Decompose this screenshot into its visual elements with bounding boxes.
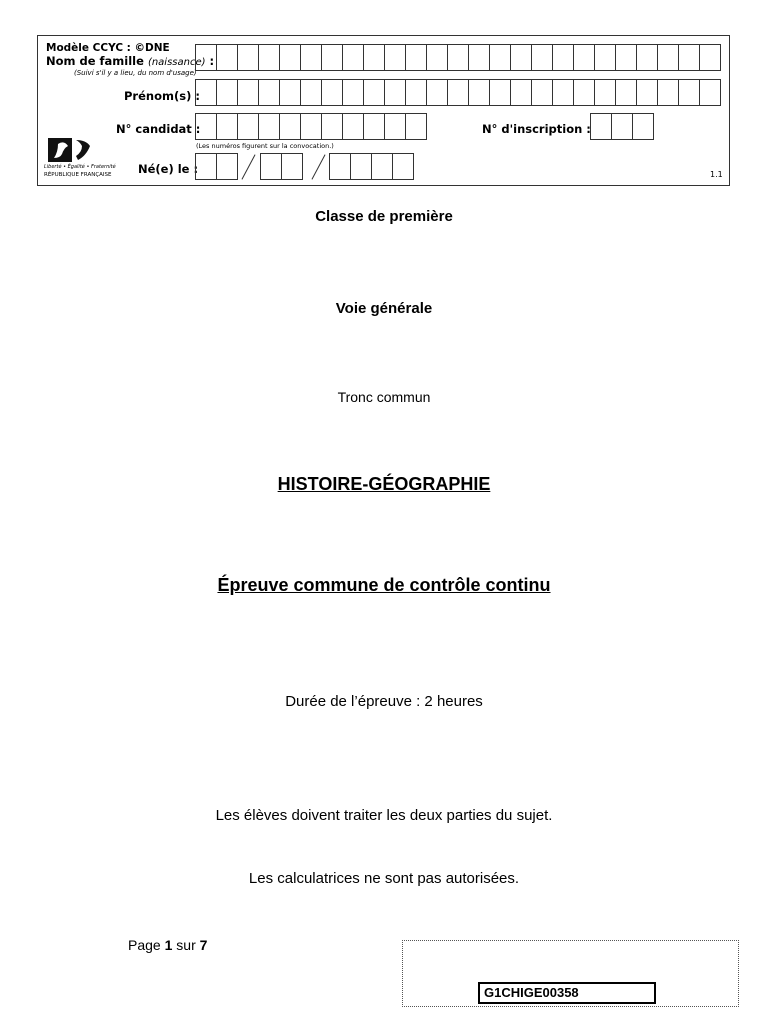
- nom-label: [46, 54, 214, 68]
- prenom-label: Prénom(s) :: [124, 89, 200, 103]
- birth-day-field[interactable]: [195, 153, 237, 180]
- candidate-header: [37, 35, 730, 186]
- page-total: 7: [199, 937, 208, 953]
- page-mid: sur: [172, 937, 200, 953]
- page-current: 1: [164, 937, 173, 953]
- page-indicator: [128, 937, 207, 953]
- birth-month-field[interactable]: [260, 153, 302, 180]
- subject-title: HISTOIRE-GÉOGRAPHIE: [277, 474, 491, 494]
- candidat-label: N° candidat :: [116, 122, 201, 136]
- logo-motto: Liberté • Égalité • Fraternité: [44, 164, 116, 170]
- exam-title: Épreuve commune de contrôle continu: [217, 575, 551, 595]
- date-separator: [311, 154, 325, 179]
- instruction-calculators: Les calculatrices ne sont pas autorisées.: [248, 870, 520, 887]
- duration-text: Durée de l’épreuve : 2 heures: [285, 693, 483, 710]
- logo-republic: RÉPUBLIQUE FRANÇAISE: [44, 172, 112, 178]
- nom-hint: (naissance): [147, 57, 206, 68]
- version-label: 1.1: [710, 170, 723, 179]
- ne-label: Né(e) le :: [138, 162, 199, 176]
- model-label: Modèle CCYC : ©DNE: [46, 42, 170, 54]
- tronc-label: Tronc commun: [337, 389, 431, 405]
- birth-year-field[interactable]: [329, 153, 413, 180]
- nom-colon: :: [205, 54, 215, 68]
- inscription-field[interactable]: [590, 113, 653, 140]
- marianne-logo: [44, 136, 124, 182]
- prenom-field[interactable]: [195, 79, 720, 106]
- classe-title: Classe de première: [315, 208, 453, 225]
- subject-code: G1CHIGE00358: [478, 982, 656, 1004]
- inscription-label: N° d'inscription :: [482, 122, 591, 136]
- nom-sub: (Suivi s'il y a lieu, du nom d'usage): [74, 69, 197, 77]
- nom-field[interactable]: [195, 44, 720, 71]
- nom-label-text: Nom de famille: [46, 54, 144, 68]
- candidat-field[interactable]: [195, 113, 426, 140]
- voie-title: Voie générale: [335, 300, 433, 317]
- marianne-icon: [44, 136, 124, 166]
- page-prefix: Page: [128, 937, 165, 953]
- candidat-note: (Les numéros figurent sur la convocation.): [196, 142, 334, 150]
- instruction-parts: Les élèves doivent traiter les deux parties du sujet.: [215, 807, 553, 824]
- date-separator: [241, 154, 255, 179]
